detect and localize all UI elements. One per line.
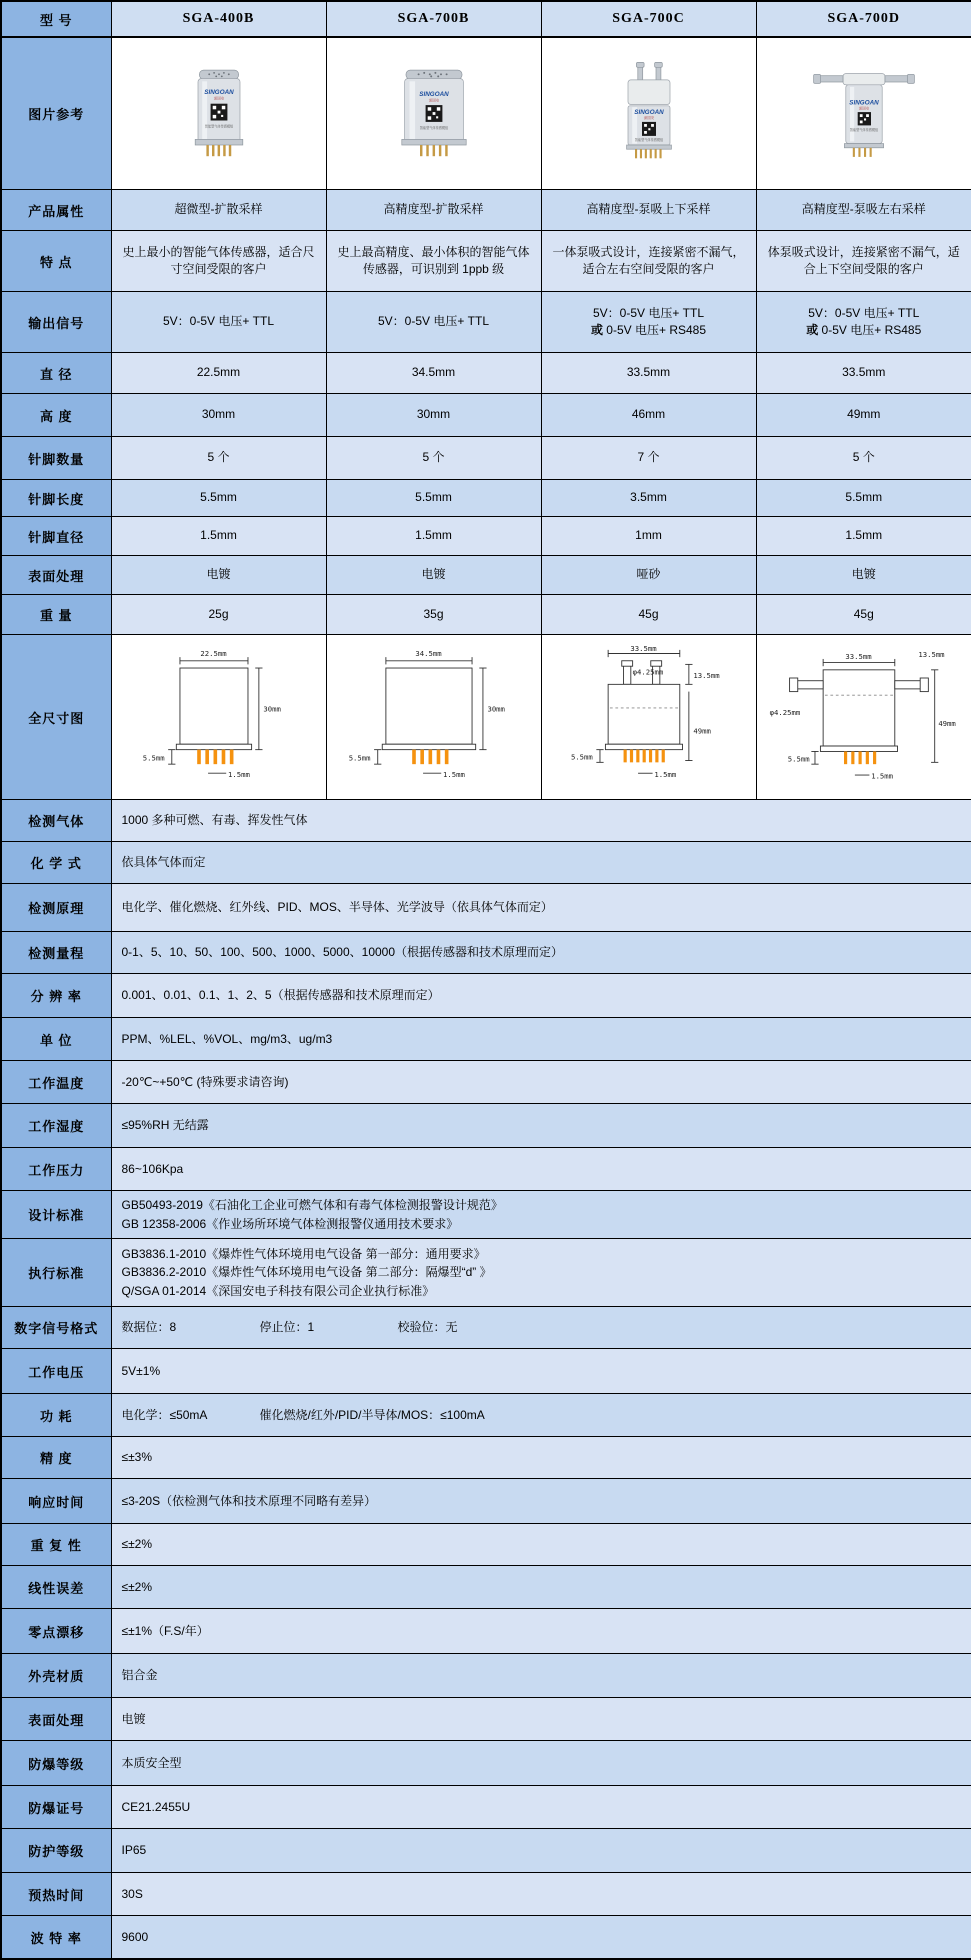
dim-pin-length-label: 5.5mm [570,752,593,762]
row-label-surface-treatment: 表面处理 [1,1698,111,1741]
row-shell-material [1,1654,971,1698]
detection-range-value: 0-1、5、10、50、100、500、1000、5000、10000（根据传感器和技术原理而定） [111,932,971,974]
row-resolution [1,974,971,1018]
row-digital-signal-format [1,1307,971,1349]
row-label-unit: 单 位 [1,1018,111,1061]
sensor-photo-sga-700c [541,37,756,190]
pin-length-400b: 5.5mm [111,480,326,517]
row-baud-rate [1,1916,971,1960]
row-label-weight: 重 量 [1,595,111,635]
diameter-400b: 22.5mm [111,353,326,394]
brand-cn-text: 深国安 [213,96,224,101]
weight-700d: 45g [756,595,971,635]
features-700c: 一体泵吸式设计，连接紧密不漏气，适合左右空间受限的客户 [541,231,756,292]
execution-standard-value [111,1239,971,1307]
weight-700c: 45g [541,595,756,635]
working-humidity-value: ≤95%RH 无结露 [111,1104,971,1148]
row-execution-standard [1,1239,971,1307]
row-working-humidity [1,1104,971,1148]
output-signal-400b [111,292,326,353]
zero-drift-value: ≤±1%（F.S/年） [111,1609,971,1654]
features-700d: 体泵吸式设计，连接紧密不漏气，适合上下空间受限的客户 [756,231,971,292]
dim-tube-height-label: 13.5mm [918,650,945,660]
dimension-drawing-700b [336,638,531,796]
caption-text: 智能型气体传感模组 [204,124,233,129]
spec-row-height [1,394,971,437]
features-700b: 史上最高精度、最小体积的智能气体传感器，可识别到 1ppb 级 [326,231,541,292]
row-chemical-formula [1,842,971,884]
features-400b: 史上最小的智能气体传感器，适合尺寸空间受限的客户 [111,231,326,292]
spec-row-pin-length [1,480,971,517]
dim-pin-diameter-label: 1.5mm [443,769,465,779]
caption-text: 智能型气体传感模组 [419,125,448,130]
warmup-time-value: 30S [111,1873,971,1916]
sensor-illustration-700b [364,41,504,186]
chemical-formula-value: 依具体气体而定 [111,842,971,884]
row-label-detection-principle: 检测原理 [1,884,111,932]
row-label-execution-standard: 执行标准 [1,1239,111,1307]
spec-row-surface [1,556,971,595]
row-label-shell-material: 外壳材质 [1,1654,111,1698]
header-row [1,1,971,37]
row-label-detection-range: 检测量程 [1,932,111,974]
brand-text: SINGOAN [203,88,234,96]
dim-pin-diameter-label: 1.5mm [871,771,894,781]
row-design-standard [1,1191,971,1239]
pin-count-700d: 5 个 [756,437,971,480]
row-label-warmup-time: 预热时间 [1,1873,111,1916]
signal-line-1: 5V：0-5V 电压+ TTL [377,314,490,329]
dimension-diagram-700c [541,635,756,800]
dim-width-label: 33.5mm [845,651,872,661]
height-700d: 49mm [756,394,971,437]
dim-pin-length-label: 5.5mm [788,754,810,764]
row-label-accuracy: 精 度 [1,1437,111,1479]
dim-height-label: 49mm [938,719,957,729]
brand-text: SINGOAN [633,109,664,117]
row-detected-gas [1,800,971,842]
pin-diameter-700c: 1mm [541,517,756,556]
execution-standard-line: Q/SGA 01-2014《深国安电子科技有限公司企业执行标准》 [121,1283,435,1298]
brand-cn-text: 深国安 [858,106,869,111]
stop-bits: 停止位：1 [259,1320,315,1335]
dim-tube-diameter-label: φ4.25mm [632,667,664,677]
working-pressure-value: 86~106Kpa [111,1148,971,1191]
spec-row-output-signal [1,292,971,353]
row-zero-drift [1,1609,971,1654]
row-linearity-error [1,1566,971,1609]
row-power-consumption [1,1394,971,1437]
row-protection-rating [1,1829,971,1873]
dimension-drawing-700d [766,638,961,796]
dimension-diagram-700d [756,635,971,800]
row-label-baud-rate: 波 特 率 [1,1916,111,1960]
pin-length-700b: 5.5mm [326,480,541,517]
working-temperature-value: -20℃~+50℃ (特殊要求请咨询) [111,1061,971,1104]
spec-row-pin-diameter [1,517,971,556]
dim-width-label: 22.5mm [200,649,227,659]
unit-value: PPM、%LEL、%VOL、mg/m3、ug/m3 [111,1018,971,1061]
row-label-working-temperature: 工作温度 [1,1061,111,1104]
execution-standard-line: GB3836.1-2010《爆炸性气体环境用电气设备 第一部分：通用要求》 [121,1246,486,1261]
spec-row-attribute [1,190,971,231]
attribute-700d: 高精度型-泵吸左右采样 [756,190,971,231]
dim-pin-diameter-label: 1.5mm [654,769,677,779]
row-working-voltage [1,1349,971,1394]
pin-count-700c: 7 个 [541,437,756,480]
row-label-repeatability: 重 复 性 [1,1524,111,1566]
resolution-value: 0.001、0.01、0.1、1、2、5（根据传感器和技术原理而定） [111,974,971,1018]
row-label-features: 特 点 [1,231,111,292]
dim-width-label: 34.5mm [415,649,442,659]
design-standard-value [111,1191,971,1239]
row-label-pin-diameter: 针脚直径 [1,517,111,556]
surface-700c: 哑砂 [541,556,756,595]
row-label-resolution: 分 辨 率 [1,974,111,1018]
model-header-sga-700b: SGA-700B [326,1,541,37]
signal-line-1: 5V：0-5V 电压+ TTL [592,305,705,320]
baud-rate-value: 9600 [111,1916,971,1960]
row-label-design-standard: 设计标准 [1,1191,111,1239]
surface-700d: 电镀 [756,556,971,595]
row-label-pin-length: 针脚长度 [1,480,111,517]
working-voltage-value: 5V±1% [111,1349,971,1394]
dim-height-label: 49mm [693,726,711,736]
signal-line-2: 或 0-5V 电压+ RS485 [806,323,922,337]
row-surface-treatment [1,1698,971,1741]
dim-height-label: 30mm [487,704,505,714]
spec-row-pin-count [1,437,971,480]
row-label-detected-gas: 检测气体 [1,800,111,842]
surface-400b: 电镀 [111,556,326,595]
row-label-output-signal: 输出信号 [1,292,111,353]
row-label-digital-signal-format: 数字信号格式 [1,1307,111,1349]
row-label-working-pressure: 工作压力 [1,1148,111,1191]
row-label-explosion-proof-cert: 防爆证号 [1,1786,111,1829]
model-label-cell: 型 号 [1,1,111,37]
dim-pin-length-label: 5.5mm [348,753,371,763]
row-label-zero-drift: 零点漂移 [1,1609,111,1654]
surface-700b: 电镀 [326,556,541,595]
row-warmup-time [1,1873,971,1916]
diameter-700b: 34.5mm [326,353,541,394]
row-accuracy [1,1437,971,1479]
pin-diameter-700d: 1.5mm [756,517,971,556]
brand-text: SINGOAN [849,99,879,107]
dimension-diagram-400b [111,635,326,800]
pin-diameter-400b: 1.5mm [111,517,326,556]
dim-tube-diameter-label: φ4.25mm [769,708,801,718]
caption-text: 智能型气体传感模组 [634,137,663,142]
pin-length-700d: 5.5mm [756,480,971,517]
attribute-700b: 高精度型-扩散采样 [326,190,541,231]
pin-length-700c: 3.5mm [541,480,756,517]
brand-cn-text: 深国安 [428,98,439,103]
spec-row-features [1,231,971,292]
model-header-sga-700c: SGA-700C [541,1,756,37]
accuracy-value: ≤±3% [111,1437,971,1479]
weight-400b: 25g [111,595,326,635]
row-explosion-proof-cert [1,1786,971,1829]
detected-gas-value: 1000 多种可燃、有毒、挥发性气体 [111,800,971,842]
surface-treatment-value: 电镀 [111,1698,971,1741]
sensor-illustration-700d [794,41,934,186]
sensor-photo-sga-700d [756,37,971,190]
dimension-diagram-700b [326,635,541,800]
row-label-height: 高 度 [1,394,111,437]
row-detection-range [1,932,971,974]
row-label-diameter: 直 径 [1,353,111,394]
detection-principle-value: 电化学、催化燃烧、红外线、PID、MOS、半导体、光学波导（依具体气体而定） [111,884,971,932]
shell-material-value: 铝合金 [111,1654,971,1698]
sensor-illustration-400b [149,41,289,186]
output-signal-700d [756,292,971,353]
row-label-protection-rating: 防护等级 [1,1829,111,1873]
sensor-illustration-700c [579,41,719,186]
row-explosion-proof-class [1,1741,971,1786]
dim-pin-length-label: 5.5mm [142,753,165,763]
row-label-dimensions: 全尺寸图 [1,635,111,800]
height-700b: 30mm [326,394,541,437]
design-standard-line: GB50493-2019《石油化工企业可燃气体和有毒气体检测报警设计规范》 [121,1197,503,1212]
power-electrochemical: 电化学：≤50mA [121,1407,208,1422]
row-label-photos: 图片参考 [1,37,111,190]
linearity-error-value: ≤±2% [111,1566,971,1609]
data-bits: 数据位：8 [121,1320,177,1335]
explosion-proof-class-value: 本质安全型 [111,1741,971,1786]
row-label-response-time: 响应时间 [1,1479,111,1524]
parity: 校验位：无 [397,1320,458,1335]
output-signal-700b [326,292,541,353]
pin-diameter-700b: 1.5mm [326,517,541,556]
attribute-400b: 超微型-扩散采样 [111,190,326,231]
design-standard-line: GB 12358-2006《作业场所环境气体检测报警仪通用技术要求》 [121,1216,459,1231]
photo-row [1,37,971,190]
brand-cn-text: 深国安 [643,116,654,121]
row-label-power-consumption: 功 耗 [1,1394,111,1437]
model-header-sga-400b: SGA-400B [111,1,326,37]
row-label-surface: 表面处理 [1,556,111,595]
explosion-proof-cert-value: CE21.2455U [111,1786,971,1829]
row-working-temperature [1,1061,971,1104]
dimension-drawing-400b [121,638,316,796]
model-header-sga-700d: SGA-700D [756,1,971,37]
power-consumption-value [111,1394,971,1437]
brand-text: SINGOAN [418,91,449,98]
repeatability-value: ≤±2% [111,1524,971,1566]
height-400b: 30mm [111,394,326,437]
row-unit [1,1018,971,1061]
signal-line-1: 5V：0-5V 电压+ TTL [162,314,275,329]
row-response-time [1,1479,971,1524]
weight-700b: 35g [326,595,541,635]
pin-count-700b: 5 个 [326,437,541,480]
dimension-drawing-700c [551,638,746,796]
diameter-700c: 33.5mm [541,353,756,394]
output-signal-700c [541,292,756,353]
signal-line-2: 或 0-5V 电压+ RS485 [590,323,707,337]
sensor-photo-sga-400b [111,37,326,190]
row-label-working-voltage: 工作电压 [1,1349,111,1394]
row-label-attribute: 产品属性 [1,190,111,231]
attribute-700c: 高精度型-泵吸上下采样 [541,190,756,231]
row-label-pin-count: 针脚数量 [1,437,111,480]
row-label-chemical-formula: 化 学 式 [1,842,111,884]
diameter-700d: 33.5mm [756,353,971,394]
execution-standard-line: GB3836.2-2010《爆炸性气体环境用电气设备 第二部分：隔爆型“d” 》 [121,1265,492,1280]
dim-width-label: 33.5mm [630,643,657,653]
dimension-diagram-row [1,635,971,800]
digital-signal-format-value [111,1307,971,1349]
sensor-photo-sga-700b [326,37,541,190]
row-working-pressure [1,1148,971,1191]
row-label-explosion-proof-class: 防爆等级 [1,1741,111,1786]
response-time-value: ≤3-20S（依检测气体和技术原理不同略有差异） [111,1479,971,1524]
dim-height-label: 30mm [263,704,281,714]
row-repeatability [1,1524,971,1566]
spec-row-diameter [1,353,971,394]
pin-count-400b: 5 个 [111,437,326,480]
protection-rating-value: IP65 [111,1829,971,1873]
power-other: 催化燃烧/红外/PID/半导体/MOS：≤100mA [259,1407,485,1422]
height-700c: 46mm [541,394,756,437]
row-label-working-humidity: 工作湿度 [1,1104,111,1148]
dim-tube-height-label: 13.5mm [693,671,720,680]
signal-line-1: 5V：0-5V 电压+ TTL [808,305,920,320]
row-label-linearity-error: 线性误差 [1,1566,111,1609]
row-detection-principle [1,884,971,932]
spec-row-weight [1,595,971,635]
caption-text: 智能型气体传感模组 [849,128,878,132]
dim-pin-diameter-label: 1.5mm [228,769,250,779]
